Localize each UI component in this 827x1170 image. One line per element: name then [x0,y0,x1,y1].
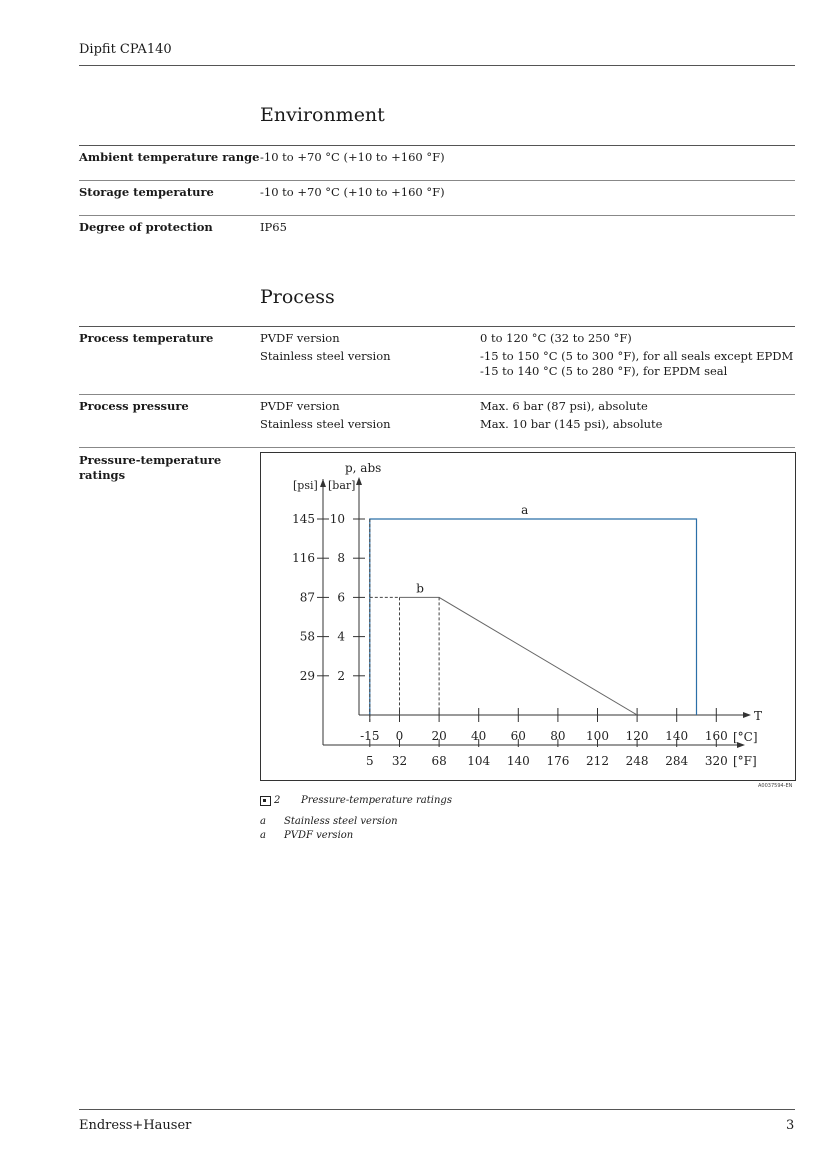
ambient-temperature-label: Ambient temperature range [79,150,260,164]
x-tick-label-fahrenheit: 140 [506,754,530,768]
x-tick-label-celsius: 0 [395,729,404,743]
x-axis-arrow [743,712,751,718]
x-tick-label-fahrenheit: 212 [586,754,609,768]
y-tick-label-bar: 10 [329,512,345,526]
y-tick-label-bar: 6 [337,590,345,605]
x-axis-unit-celsius: [°C] [733,730,758,744]
y-tick-label-bar: 4 [337,629,345,644]
x-tick-label-fahrenheit: 5 [365,754,374,768]
pressure-temperature-chart [261,453,795,780]
process-pressure-label: Process pressure [79,399,189,413]
legend-text: PVDF version [284,830,354,841]
divider [79,326,795,327]
pvdf-variant: PVDF version [260,331,340,345]
x-tick-label-celsius: 140 [665,729,689,743]
x-tick-label-fahrenheit: 32 [391,754,408,768]
stainless-variant: Stainless steel version [260,349,391,363]
divider [79,145,795,146]
document-title: Dipfit CPA140 [79,42,172,57]
footer-rule [79,1109,795,1110]
series-label-a: a [521,503,529,517]
footer-company: Endress+Hauser [79,1118,192,1133]
x-tick-label-celsius: 120 [625,729,649,743]
stainless-pressure-value: Max. 10 bar (145 psi), absolute [480,417,663,431]
x-tick-label-fahrenheit: 248 [625,754,649,768]
legend-key: a [260,816,266,827]
legend-key: a [260,830,266,841]
figure-code: A0037594-EN [758,783,793,789]
pvdf-temperature-value: 0 to 120 °C (32 to 250 °F) [480,331,632,345]
y-axis-unit-bar: [bar] [328,479,356,492]
chart-frame [260,452,796,781]
y-axis-title: p, abs [345,461,382,475]
x-axis-unit-fahrenheit: [°F] [733,754,757,768]
x-tick-label-celsius: -15 [360,729,380,743]
stainless-variant: Stainless steel version [260,417,391,431]
x-tick-label-celsius: 20 [431,729,447,743]
x-tick-label-fahrenheit: 320 [704,754,728,768]
y-tick-label-psi: 29 [299,668,315,683]
y-tick-label-bar: 2 [337,668,345,683]
x-tick-label-celsius: 80 [550,729,566,743]
divider [79,394,795,395]
x-axis-title: T [754,709,763,723]
process-temperature-label: Process temperature [79,331,214,345]
pvdf-variant: PVDF version [260,399,340,413]
figure-caption: Pressure-temperature ratings [301,795,452,806]
ambient-temperature-value: -10 to +70 °C (+10 to +160 °F) [260,150,445,164]
y-tick-label-psi: 58 [299,629,315,644]
series-label-b: b [416,581,424,596]
x-tick-label-celsius: 40 [471,729,487,743]
degree-of-protection-label: Degree of protection [79,220,213,234]
y-tick-label-psi: 145 [292,512,315,526]
stainless-temperature-value: -15 to 150 °C (5 to 300 °F), for all seals except EPDM [480,349,794,363]
storage-temperature-label: Storage temperature [79,185,214,199]
degree-of-protection-value: IP65 [260,220,287,234]
x-tick-label-celsius: 100 [586,729,609,743]
y-axis-unit-psi: [psi] [293,479,318,492]
divider [79,215,795,216]
stainless-temperature-value-epdm: -15 to 140 °C (5 to 280 °F), for EPDM seal [480,364,728,378]
storage-temperature-value: -10 to +70 °C (+10 to +160 °F) [260,185,445,199]
y-axis-arrow [356,477,362,485]
legend-text: Stainless steel version [284,816,398,827]
series-line-a [370,519,697,715]
series-line-b [400,597,638,715]
section-title-environment: Environment [260,104,385,126]
page-number: 3 [786,1118,795,1133]
x-tick-label-celsius: 160 [704,729,728,743]
y-tick-label-psi: 87 [299,590,315,605]
section-title-process: Process [260,286,335,308]
x-tick-label-fahrenheit: 176 [546,754,570,768]
pvdf-pressure-value: Max. 6 bar (87 psi), absolute [480,399,648,413]
x-tick-label-fahrenheit: 104 [467,754,491,768]
divider [79,180,795,181]
x-tick-label-fahrenheit: 68 [431,754,447,768]
pressure-temperature-ratings-label: Pressure-temperature ratings [79,453,222,482]
figure-icon [260,796,271,806]
y-tick-label-psi: 116 [292,551,315,566]
x-tick-label-fahrenheit: 284 [665,754,689,768]
divider [79,447,795,448]
header-rule [79,65,795,66]
figure-number: 2 [274,795,281,806]
x-tick-label-celsius: 60 [510,729,526,743]
y-axis-psi-arrow [320,479,326,487]
y-tick-label-bar: 8 [337,551,345,566]
